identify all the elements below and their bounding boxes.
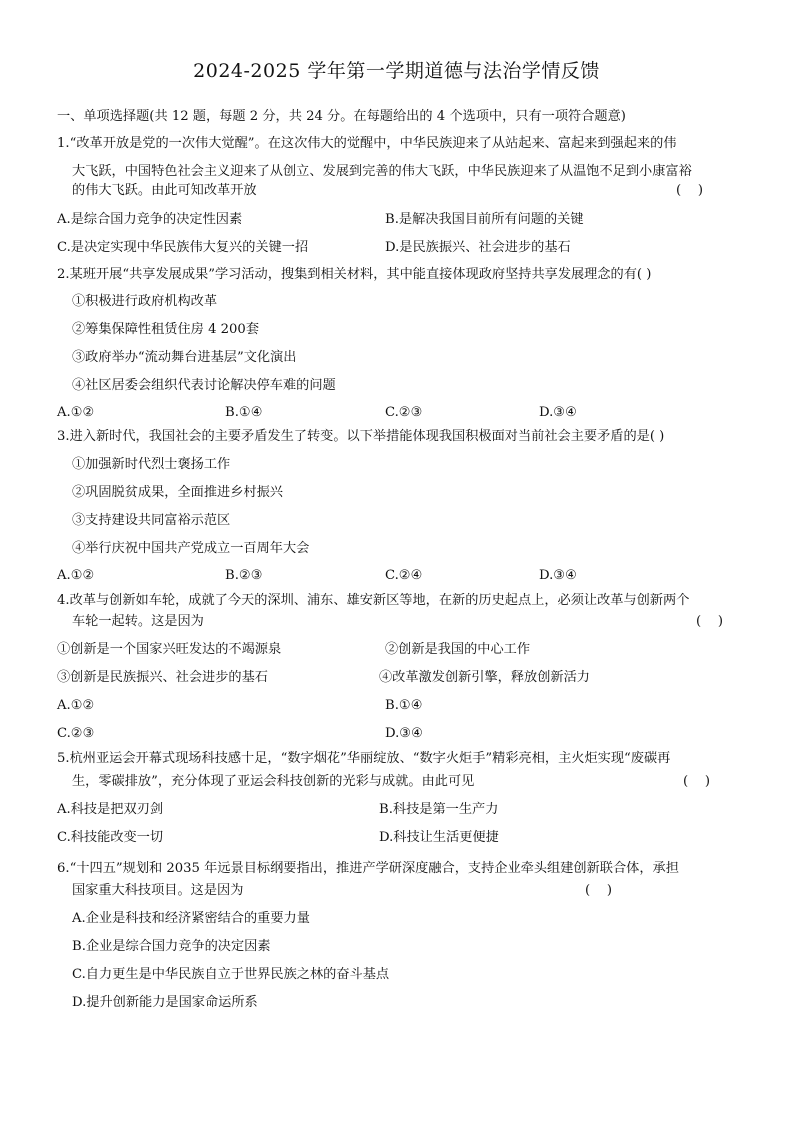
statement-item: ④改革激发创新引擎，释放创新活力: [379, 670, 590, 685]
option-a: A.企业是科技和经济紧密结合的重要力量: [72, 911, 310, 926]
option-d: D.科技让生活更便捷: [379, 830, 499, 845]
statement-item: ③支持建设共同富裕示范区: [72, 513, 231, 528]
question-text: 大飞跃，中国特色社会主义迎来了从创立、发展到完善的伟大飞跃，中华民族迎来了从温饱不足到小康富裕: [72, 164, 692, 179]
statement-item: ①加强新时代烈士褒扬工作: [72, 457, 231, 472]
option-d: D.③④: [539, 568, 577, 583]
statement-item: ③政府举办“流动舞台进基层”文化演出: [72, 350, 297, 365]
option-d: D.是民族振兴、社会进步的基石: [385, 240, 571, 255]
statement-item: ②筹集保障性租赁住房 4 200套: [72, 322, 260, 337]
option-c: C.科技能改变一切: [57, 830, 164, 845]
option-a: A.是综合国力竞争的决定性因素: [57, 212, 243, 227]
option-c: C.自力更生是中华民族自立于世界民族之林的奋斗基点: [72, 967, 390, 982]
option-c: C.②③: [385, 405, 423, 420]
question-text: 2.某班开展“共享发展成果”学习活动，搜集到相关材料，其中能直接体现政府坚持共享发展理念的有( ): [57, 267, 652, 282]
question-text: 国家重大科技项目。这是因为: [72, 883, 244, 898]
option-a: A.①②: [57, 405, 95, 420]
answer-paren: ( ): [585, 883, 613, 898]
option-a: A.①②: [57, 568, 95, 583]
answer-paren: ( ): [696, 614, 724, 629]
question-text: 1.“改革开放是党的一次伟大觉醒”。在这次伟大的觉醒中，中华民族迎来了从站起来、富起来到强起来的伟: [57, 136, 677, 151]
question-text: 6.“十四五”规划和 2035 年远景目标纲要指出，推进产学研深度融合，支持企业牵头组建创新联合体，承担: [57, 861, 679, 876]
statement-item: ②创新是我国的中心工作: [385, 642, 531, 657]
option-b: B.②③: [225, 568, 263, 583]
option-b: B.①④: [385, 698, 423, 713]
page-title: 2024-2025 学年第一学期道德与法治学情反馈: [193, 60, 600, 82]
option-d: D.③④: [385, 726, 423, 741]
statement-item: ①创新是一个国家兴旺发达的不竭源泉: [57, 642, 282, 657]
question-text: 4.改革与创新如车轮，成就了今天的深圳、浦东、雄安新区等地，在新的历史起点上，必须让改革与创新两个: [57, 593, 690, 608]
option-b: B.①④: [225, 405, 263, 420]
section-header: 一、单项选择题(共 12 题，每题 2 分，共 24 分。在每题给出的 4 个选项中，只有一项符合题意): [57, 109, 626, 124]
answer-paren: ( ): [683, 774, 711, 789]
option-c: C.是决定实现中华民族伟大复兴的关键一招: [57, 240, 309, 255]
statement-item: ③创新是民族振兴、社会进步的基石: [57, 670, 268, 685]
option-c: C.②④: [385, 568, 423, 583]
option-d: D.③④: [539, 405, 577, 420]
question-text: 车轮一起转。这是因为: [72, 614, 204, 629]
statement-item: ④社区居委会组织代表讨论解决停车难的问题: [72, 378, 336, 393]
option-a: A.科技是把双刃剑: [57, 802, 164, 817]
option-b: B.是解决我国目前所有问题的关键: [385, 212, 584, 227]
question-text: 生，零碳排放”，充分体现了亚运会科技创新的光彩与成就。由此可见: [72, 774, 475, 789]
option-b: B.科技是第一生产力: [379, 802, 499, 817]
option-d: D.提升创新能力是国家命运所系: [72, 995, 258, 1010]
option-b: B.企业是综合国力竞争的决定因素: [72, 939, 271, 954]
question-text: 3.进入新时代，我国社会的主要矛盾发生了转变。以下举措能体现我国积极面对当前社会主要矛盾的是( ): [57, 429, 665, 444]
statement-item: ②巩固脱贫成果，全面推进乡村振兴: [72, 485, 283, 500]
statement-item: ④举行庆祝中国共产党成立一百周年大会: [72, 541, 310, 556]
option-a: A.①②: [57, 698, 95, 713]
statement-item: ①积极进行政府机构改革: [72, 294, 218, 309]
question-text: 5.杭州亚运会开幕式现场科技感十足，“数字烟花”华丽绽放、“数字火炬手”精彩亮相，主火炬实现“废碳再: [57, 751, 671, 766]
answer-paren: ( ): [676, 183, 704, 198]
question-text: 的伟大飞跃。由此可知改革开放: [72, 183, 257, 198]
option-c: C.②③: [57, 726, 95, 741]
